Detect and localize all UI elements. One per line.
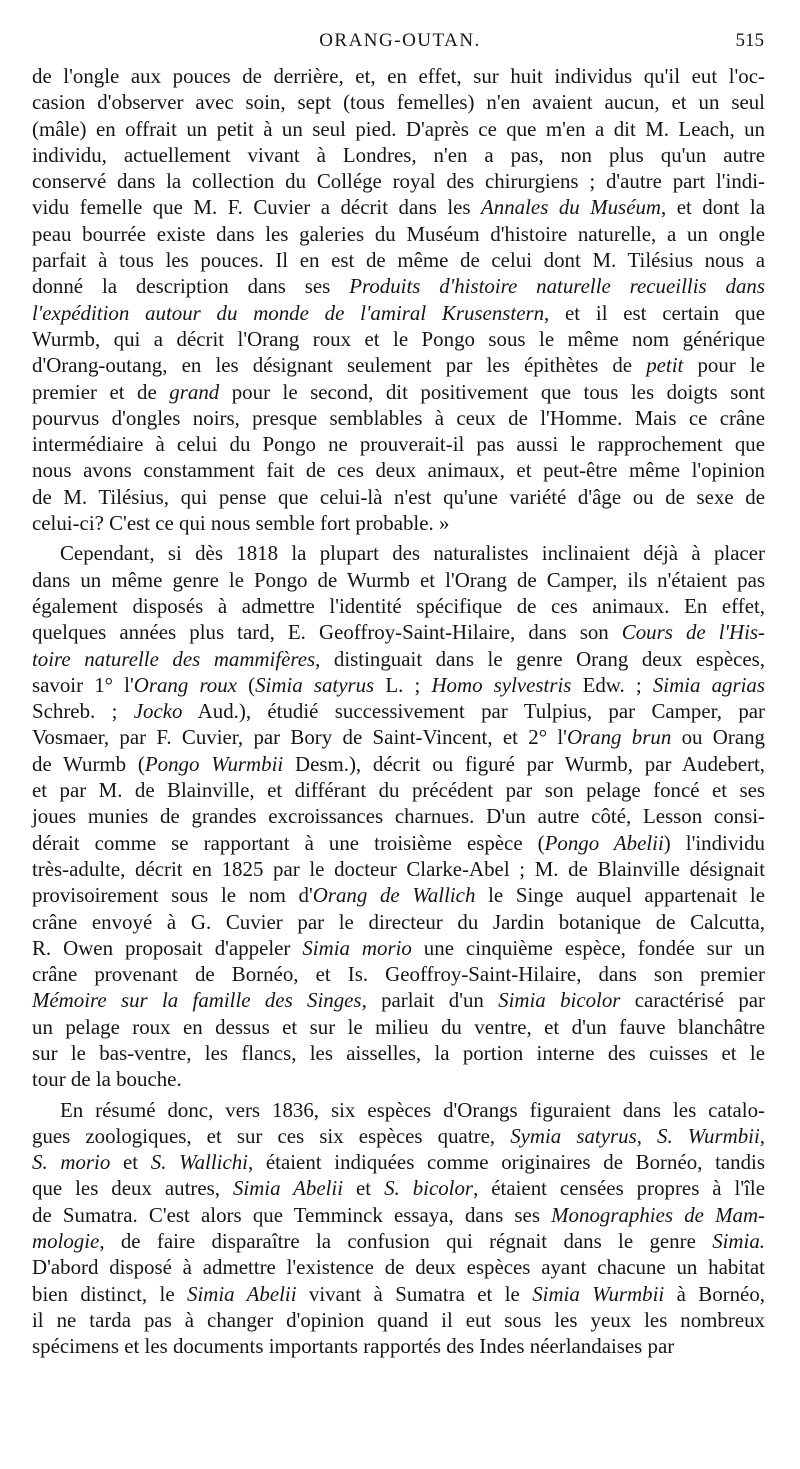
text-line (32, 1123, 765, 1149)
text-run: , et il est certain que (544, 300, 765, 325)
text-run: à Bornéo, (664, 1281, 765, 1306)
text-line (32, 510, 765, 536)
text-run: bien distinct, le (32, 1281, 187, 1306)
text-run: dérait comme se rapportant à une troisième espèce ( (32, 830, 545, 855)
text-line (32, 194, 765, 220)
text-run: celui-ci? C'est ce qui nous semble fort probable. » (32, 511, 450, 536)
text-line (32, 567, 765, 593)
text-run: et (110, 1150, 151, 1175)
italic-text: petit (646, 353, 684, 378)
text-line (32, 457, 765, 483)
text-line (32, 89, 765, 115)
text-run: , étaient indiquées comme originaires de Bornéo, tandis (247, 1150, 765, 1175)
text-line (32, 909, 765, 935)
text-run: vidu femelle que M. F. Cuvier a décrit dans les (32, 195, 482, 220)
text-run: pour le (683, 353, 765, 378)
italic-text: Simia bicolor (498, 988, 621, 1013)
text-run: ) l'individu (663, 830, 765, 855)
text-run: il ne tarda pas à changer d'opinion quand il eut sous les yeux les nombreux (32, 1307, 765, 1332)
text-line (32, 593, 765, 619)
text-line (32, 247, 765, 273)
text-run: Edw. ; (571, 672, 653, 697)
text-line (32, 751, 765, 777)
text-run: sur le bas-ventre, les flancs, les aisselles, la portion interne des cuisses et le (32, 1040, 765, 1065)
text-line (32, 63, 765, 89)
text-line (32, 221, 765, 247)
italic-text: Simia Abelii (187, 1281, 297, 1306)
text-run: une cinquième espèce, fondée sur un (411, 935, 765, 960)
text-run: , distinguait dans le genre Orang deux espèces, (315, 646, 765, 671)
text-run: En résumé donc, vers 1836, six espèces d'Orangs figuraient dans les catalo- (60, 1097, 765, 1122)
text-run: Schreb. ; (32, 699, 134, 724)
text-run: Cependant, si dès 1818 la plupart des naturalistes inclinaient déjà à placer (60, 541, 765, 566)
text-run: ou Orang (671, 725, 766, 750)
text-run: R. Owen proposait d'appeler (32, 935, 303, 960)
text-line (32, 830, 765, 856)
text-run: conservé dans la collection du Collége royal des chirurgiens ; d'autre part l'indi- (32, 169, 765, 194)
text-run: spécimens et les documents importants rapportés des Indes néerlandaises par (32, 1334, 675, 1359)
text-run: Desm.), décrit ou figuré par Wurmb, par Audebert, (283, 751, 765, 776)
italic-text: Homo sylvestris (431, 672, 572, 697)
text-run: que les deux autres, (32, 1176, 233, 1201)
italic-text: l'expédition autour du monde de l'amiral Krusenstern (32, 300, 545, 325)
italic-text: S. bicolor (384, 1176, 474, 1201)
text-line (32, 777, 765, 803)
text-run: pourvus d'ongles noirs, presque semblables à ceux de l'Homme. Mais ce crâne (32, 405, 765, 430)
text-line (32, 273, 765, 299)
page-number: 515 (735, 30, 764, 51)
text-body (32, 63, 765, 1360)
italic-text: Annales du Muséum (481, 195, 661, 220)
text-line (32, 1307, 765, 1333)
text-run: premier et de (32, 379, 170, 404)
text-run: d'Orang-outang, en les désignant seulement par les épithètes de (32, 353, 647, 378)
text-line (32, 803, 765, 829)
italic-text: Orang roux (133, 672, 237, 697)
italic-text: Simia morio (302, 935, 412, 960)
running-head (0, 20, 800, 60)
text-run: dans un même genre le Pongo de Wurmb et l'Orang de Camper, ils n'étaient pas (32, 567, 765, 592)
text-run: le Singe auquel appartenait le (475, 883, 765, 908)
text-line (32, 987, 765, 1013)
text-run: , et dont la (661, 195, 765, 220)
text-run: très-adulte, décrit en 1825 par le docteur Clarke-Abel ; M. de Blainville désignait (32, 856, 765, 881)
text-line (32, 116, 765, 142)
text-line (32, 168, 765, 194)
text-run: peau bourrée existe dans les galeries du Muséum d'histoire naturelle, a un ongle (32, 221, 765, 246)
text-run: tour de la bouche. (32, 1067, 182, 1092)
italic-text: Simia Abelii (232, 1176, 344, 1201)
text-line (32, 1228, 765, 1254)
text-line (32, 935, 765, 961)
italic-text: Symia satyrus, S. Wurmbii, (510, 1123, 765, 1148)
text-run: parfait à tous les pouces. Il en est de même de celui dont M. Tilésius nous a (32, 248, 765, 273)
text-run: également disposés à admettre l'identité spécifique de ces animaux. En effet, (32, 593, 765, 618)
italic-text: Simia satyrus (255, 672, 375, 697)
text-run: provisoirement sous le nom d' (32, 883, 313, 908)
text-line (32, 1040, 765, 1066)
italic-text: Simia. (712, 1229, 765, 1254)
italic-text: S. Wallichi (150, 1150, 248, 1175)
text-run: Wurmb, qui a décrit l'Orang roux et le Pongo sous le même nom générique (32, 326, 765, 351)
text-line (32, 1175, 765, 1201)
text-line (32, 961, 765, 987)
text-line (32, 672, 765, 698)
text-line (32, 352, 765, 378)
text-run: nous avons constamment fait de ces deux animaux, et peut-être même l'opinion (32, 458, 765, 483)
text-run: quelques années plus tard, E. Geoffroy-Saint-Hilaire, dans son (32, 620, 622, 645)
text-line (32, 379, 765, 405)
text-run: crâne envoyé à G. Cuvier par le directeur du Jardin botanique de Calcutta, (32, 909, 765, 934)
text-run: intermédiaire à celui du Pongo ne prouverait-il pas aussi le rapprochement que (32, 432, 765, 457)
italic-text: Mémoire sur la famille des Singes (32, 988, 362, 1013)
text-run: , étaient censées propres à l'île (473, 1176, 765, 1201)
text-line (32, 1254, 765, 1280)
text-run: L. ; (374, 672, 432, 697)
text-line (32, 326, 765, 352)
text-line (32, 431, 765, 457)
text-run: , parlait d'un (361, 988, 499, 1013)
text-line (32, 856, 765, 882)
text-run: donné la description dans ses (32, 274, 350, 299)
italic-text: Cours de l'His- (621, 620, 765, 645)
italic-text: grand (169, 379, 220, 404)
italic-text: Pongo Abelii (544, 830, 664, 855)
text-run: de Sumatra. C'est alors que Temminck essaya, dans ses (32, 1202, 552, 1227)
text-run: Vosmaer, par F. Cuvier, par Bory de Saint-Vincent, et 2° l' (32, 725, 567, 750)
text-run: caractérisé par (620, 988, 765, 1013)
text-run: et par M. de Blainville, et différant du précédent par son pelage foncé et ses (32, 778, 765, 803)
text-run: et (343, 1176, 385, 1201)
text-run: crâne provenant de Bornéo, et Is. Geoffroy-Saint-Hilaire, dans son premier (32, 962, 765, 987)
italic-text: Orang brun (566, 725, 672, 750)
text-run: individu, actuellement vivant à Londres, n'en a pas, non plus qu'un autre (32, 142, 765, 167)
text-line (32, 300, 765, 326)
italic-text: Jocko (133, 699, 183, 724)
text-line (32, 619, 765, 645)
text-line (32, 1281, 765, 1307)
text-line (32, 405, 765, 431)
text-run: un pelage roux en dessus et sur le milieu du ventre, et d'un fauve blanchâtre (32, 1014, 765, 1039)
text-line (32, 142, 765, 168)
italic-text: Monographies de Mam- (551, 1202, 765, 1227)
text-run: de Wurmb ( (32, 751, 145, 776)
text-line (32, 1202, 765, 1228)
text-line (32, 540, 765, 566)
text-run: savoir 1° l' (32, 672, 134, 697)
italic-text: Simia agrias (652, 672, 765, 697)
text-line (32, 724, 765, 750)
italic-text: mologie (32, 1229, 100, 1254)
italic-text: Simia Wurmbii (532, 1281, 665, 1306)
italic-text: Orang de Wallich (312, 883, 476, 908)
text-run: Aud.), étudié successivement par Tulpius, par Camper, par (182, 699, 765, 724)
text-line (32, 484, 765, 510)
text-run: de M. Tilésius, qui pense que celui-là n'est qu'une variété d'âge ou de sexe de (32, 484, 765, 509)
italic-text: S. morio (32, 1150, 111, 1175)
italic-text: toire naturelle des mammifères (32, 646, 316, 671)
text-run: ( (236, 672, 256, 697)
text-run: joues munies de grandes excroissances charnues. D'un autre côté, Lesson consi- (32, 804, 765, 829)
text-line (32, 882, 765, 908)
text-run: (mâle) en offrait un petit à un seul pied. D'après ce que m'en a dit M. Leach, un (32, 116, 765, 141)
text-run: , de faire disparaître la confusion qui régnait dans le genre (99, 1229, 713, 1254)
text-run: D'abord disposé à admettre l'existence de deux espèces ayant chacune un habitat (32, 1255, 765, 1280)
text-run: gues zoologiques, et sur ces six espèces quatre, (32, 1123, 511, 1148)
text-run: vivant à Sumatra et le (296, 1281, 533, 1306)
italic-text: Produits d'histoire naturelle recueillis dans (349, 274, 765, 299)
text-line (32, 1014, 765, 1040)
text-run: de l'ongle aux pouces de derrière, et, en effet, sur huit individus qu'il eut l'oc- (32, 64, 765, 88)
text-line (32, 646, 765, 672)
running-title: ORANG-OUTAN. (319, 30, 481, 51)
text-line (32, 1149, 765, 1175)
text-line (32, 1097, 765, 1123)
text-line (32, 1333, 765, 1359)
text-run: pour le second, dit positivement que tous les doigts sont (219, 379, 765, 404)
italic-text: Pongo Wurmbii (144, 751, 284, 776)
text-line (32, 1066, 765, 1092)
text-run: casion d'observer avec soin, sept (tous femelles) n'en avaient aucun, et un seul (32, 90, 765, 115)
text-line (32, 698, 765, 724)
